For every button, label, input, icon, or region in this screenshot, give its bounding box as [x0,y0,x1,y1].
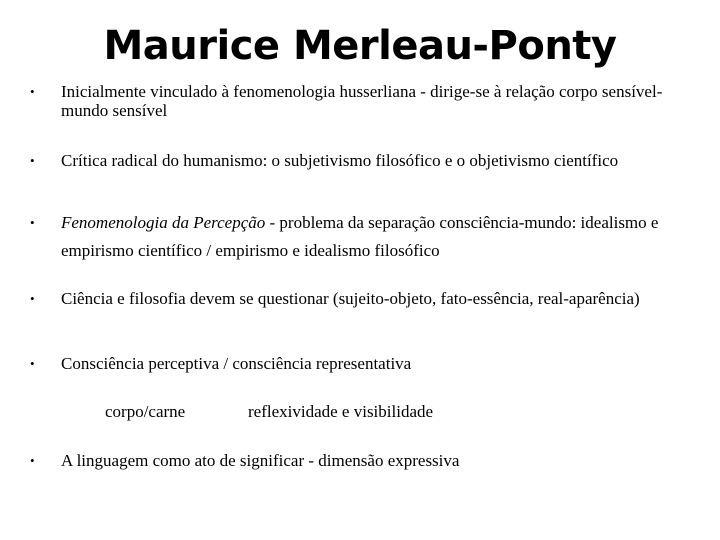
bullet-text-rest: - problema da separação consciência-mundo: idealismo e empirismo científico / empirismo e idealismo filosófico [61,213,659,260]
book-title: Fenomenologia da Percepção [61,213,266,232]
bullet-text [61,209,690,265]
bullet-item [30,451,690,470]
slide-title: Maurice Merleau-Ponty [103,23,617,69]
bullet-text: Ciência e filosofia devem se questionar (sujeito-objeto, fato-essência, real-aparência) [61,289,640,308]
bullet-item [30,354,690,373]
bullet-item [30,151,690,170]
bullet-text: Crítica radical do humanismo: o subjetivismo filosófico e o objetivismo científico [61,151,619,170]
bullet-dot-icon: • [30,453,35,468]
bullet-dot-icon: • [30,291,35,306]
bullet-dot-icon: • [30,356,35,371]
bullet-item [30,209,690,265]
bullet-item [30,289,690,308]
bullet-text: Consciência perceptiva / consciência representativa [61,354,412,373]
bullet-text: A linguagem como ato de significar - dimensão expressiva [61,451,460,470]
bullet-item [30,82,690,120]
bullet-dot-icon: • [30,215,35,230]
bullet-dot-icon: • [30,153,35,168]
bullet-text: Inicialmente vinculado à fenomenologia husserliana - dirige-se à relação corpo sensível-mundo sensível [61,82,663,120]
sub-item-right: reflexividade e visibilidade [248,402,434,421]
sub-item-left: corpo/carne [105,402,186,421]
bullet-dot-icon: • [30,84,35,99]
